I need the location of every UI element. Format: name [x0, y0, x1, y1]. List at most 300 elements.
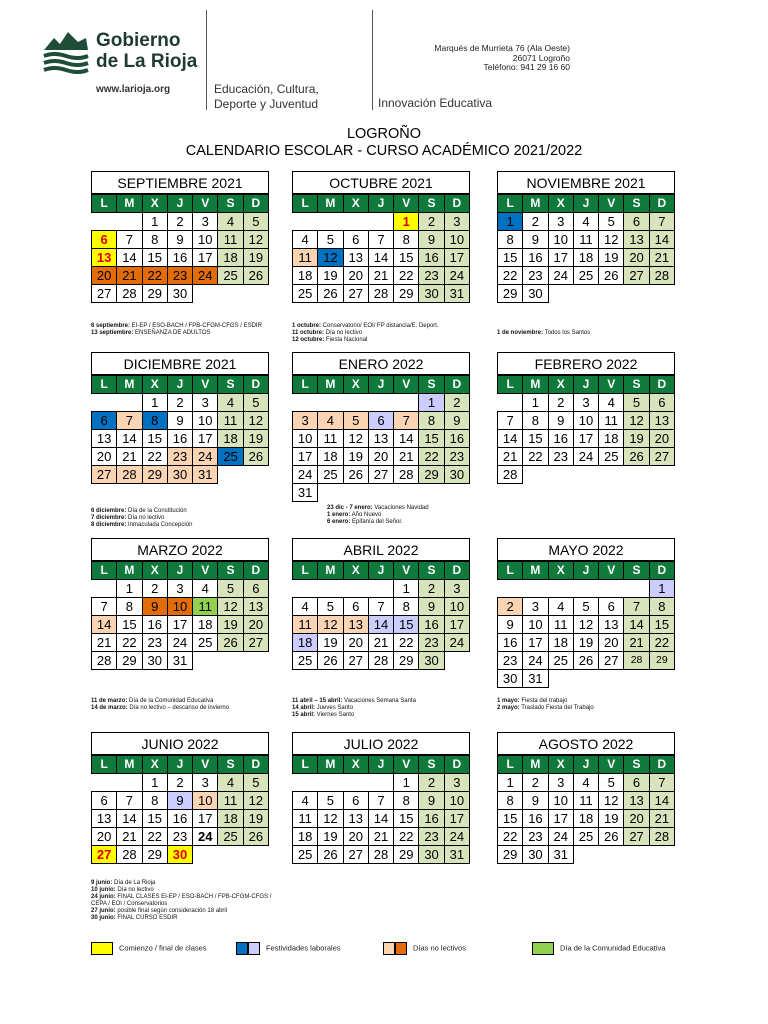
day-cell: 5 — [599, 774, 624, 792]
weekday-header-row — [498, 756, 675, 774]
day-cell: 6 — [624, 213, 649, 231]
day-cell: 17 — [167, 616, 192, 634]
day-cell: 30 — [167, 846, 192, 864]
weekday-header: L — [92, 562, 117, 580]
weekday-header: S — [419, 376, 444, 394]
day-cell: 23 — [419, 267, 444, 285]
day-cell: 28 — [394, 466, 419, 484]
month-calendar — [292, 538, 470, 670]
weekday-header: S — [218, 376, 243, 394]
day-cell: 28 — [368, 285, 393, 303]
day-cell: 13 — [92, 810, 117, 828]
day-cell: 4 — [218, 774, 243, 792]
day-cell: 24 — [523, 652, 548, 670]
day-cell: 15 — [142, 430, 167, 448]
day-cell: 29 — [498, 285, 523, 303]
day-cell: 9 — [419, 792, 444, 810]
calendar-title: CALENDARIO ESCOLAR - CURSO ACADÉMICO 2021/2022 — [185, 143, 583, 159]
weekday-header: J — [573, 376, 598, 394]
day-cell: 13 — [343, 249, 368, 267]
note-line: 7 diciembre: Día no lectivo — [91, 515, 165, 521]
empty-cell — [117, 213, 142, 231]
legend-item — [236, 942, 341, 955]
month-notes — [292, 323, 482, 344]
empty-cell — [343, 394, 368, 412]
weekday-header: J — [368, 756, 393, 774]
month-calendar — [292, 171, 470, 303]
day-cell: 2 — [548, 394, 573, 412]
month-grid — [497, 755, 675, 864]
month-calendar — [91, 732, 269, 864]
day-cell: 2 — [419, 774, 444, 792]
note-line: 1 de noviembre: Todos los Santos — [497, 330, 591, 336]
day-cell: 28 — [117, 285, 142, 303]
empty-cell — [649, 846, 674, 864]
day-cell: 4 — [293, 231, 318, 249]
day-cell: 25 — [293, 652, 318, 670]
day-cell: 8 — [394, 598, 419, 616]
day-cell: 28 — [498, 466, 523, 484]
month-grid — [292, 375, 470, 502]
day-cell: 11 — [573, 792, 598, 810]
month-grid — [91, 375, 269, 484]
day-cell: 26 — [243, 448, 268, 466]
weekday-header: S — [624, 376, 649, 394]
empty-cell — [624, 285, 649, 303]
empty-cell — [293, 213, 318, 231]
day-cell: 27 — [343, 846, 368, 864]
day-cell: 11 — [573, 231, 598, 249]
day-cell: 10 — [444, 598, 469, 616]
empty-cell — [218, 846, 243, 864]
empty-cell — [293, 580, 318, 598]
week-row — [498, 792, 675, 810]
week-row — [498, 652, 675, 670]
day-cell: 20 — [343, 267, 368, 285]
day-cell: 26 — [624, 448, 649, 466]
week-row — [293, 466, 470, 484]
weekday-header-row — [293, 376, 470, 394]
day-cell: 16 — [167, 810, 192, 828]
day-cell: 25 — [218, 828, 243, 846]
empty-cell — [368, 484, 393, 502]
empty-cell — [368, 774, 393, 792]
city-title: LOGROÑO — [346, 126, 422, 142]
gobierno-rioja-logo-icon — [42, 28, 90, 74]
month-grid — [497, 194, 675, 303]
legend-item — [532, 942, 665, 955]
day-cell: 19 — [243, 249, 268, 267]
week-row — [92, 598, 269, 616]
empty-cell — [624, 580, 649, 598]
empty-cell — [218, 466, 243, 484]
day-cell: 10 — [548, 792, 573, 810]
week-row — [92, 249, 269, 267]
day-cell: 13 — [92, 430, 117, 448]
empty-cell — [193, 652, 218, 670]
day-cell: 1 — [498, 213, 523, 231]
month-notes — [91, 508, 281, 529]
day-cell: 16 — [167, 430, 192, 448]
day-cell: 20 — [92, 448, 117, 466]
empty-cell — [599, 285, 624, 303]
weekday-header: S — [419, 562, 444, 580]
day-cell: 20 — [624, 810, 649, 828]
day-cell: 11 — [218, 412, 243, 430]
empty-cell — [444, 652, 469, 670]
weekday-header: M — [523, 376, 548, 394]
weekday-header: J — [573, 756, 598, 774]
weekday-header: L — [498, 562, 523, 580]
day-cell: 30 — [419, 846, 444, 864]
website-link[interactable]: www.larioja.org — [96, 84, 171, 95]
weekday-header: L — [293, 562, 318, 580]
empty-cell — [599, 466, 624, 484]
day-cell: 12 — [243, 792, 268, 810]
empty-cell — [368, 394, 393, 412]
weekday-header: V — [599, 562, 624, 580]
weekday-header-row — [92, 376, 269, 394]
week-row — [92, 810, 269, 828]
innovation-label: Innovación Educativa — [378, 96, 493, 110]
weekday-header: V — [394, 562, 419, 580]
month-title: ABRIL 2022 — [292, 538, 470, 561]
day-cell: 1 — [142, 394, 167, 412]
day-cell: 22 — [394, 267, 419, 285]
day-cell: 19 — [318, 828, 343, 846]
weekday-header: X — [343, 195, 368, 213]
week-row — [92, 412, 269, 430]
week-row — [498, 448, 675, 466]
day-cell: 13 — [649, 412, 674, 430]
day-cell: 6 — [624, 774, 649, 792]
weekday-header: D — [444, 195, 469, 213]
day-cell: 13 — [243, 598, 268, 616]
empty-cell — [573, 670, 598, 688]
week-row — [293, 231, 470, 249]
day-cell: 7 — [117, 792, 142, 810]
day-cell: 24 — [548, 267, 573, 285]
day-cell: 18 — [548, 634, 573, 652]
day-cell: 10 — [444, 792, 469, 810]
day-cell: 14 — [117, 249, 142, 267]
month-grid — [497, 561, 675, 688]
note-line: 30 junio: FINAL CURSO ESDIR — [91, 915, 178, 921]
day-cell: 31 — [548, 846, 573, 864]
week-row — [92, 616, 269, 634]
day-cell: 13 — [599, 616, 624, 634]
day-cell: 23 — [523, 828, 548, 846]
day-cell: 22 — [394, 828, 419, 846]
weekday-header: V — [193, 376, 218, 394]
weekday-header: S — [218, 562, 243, 580]
day-cell: 9 — [167, 412, 192, 430]
day-cell: 30 — [444, 466, 469, 484]
day-cell: 11 — [293, 249, 318, 267]
week-row — [92, 448, 269, 466]
day-cell: 19 — [599, 249, 624, 267]
weekday-header: M — [318, 376, 343, 394]
day-cell: 1 — [394, 580, 419, 598]
empty-cell — [573, 466, 598, 484]
weekday-header-row — [293, 562, 470, 580]
empty-cell — [293, 394, 318, 412]
day-cell: 8 — [117, 598, 142, 616]
weekday-header: S — [624, 195, 649, 213]
weekday-header: S — [419, 756, 444, 774]
weekday-header: J — [167, 195, 192, 213]
day-cell: 5 — [218, 580, 243, 598]
day-cell: 29 — [394, 846, 419, 864]
weekday-header: M — [523, 756, 548, 774]
day-cell: 9 — [523, 792, 548, 810]
day-cell: 31 — [444, 846, 469, 864]
day-cell: 6 — [92, 231, 117, 249]
empty-cell — [92, 580, 117, 598]
day-cell: 18 — [293, 267, 318, 285]
day-cell: 3 — [444, 774, 469, 792]
day-cell: 25 — [573, 828, 598, 846]
day-cell: 7 — [649, 774, 674, 792]
day-cell: 21 — [117, 267, 142, 285]
weekday-header: V — [394, 756, 419, 774]
day-cell: 7 — [368, 231, 393, 249]
weekday-header: X — [142, 376, 167, 394]
week-row — [293, 484, 470, 502]
empty-cell — [498, 394, 523, 412]
day-cell: 30 — [419, 285, 444, 303]
day-cell: 6 — [343, 792, 368, 810]
day-cell: 23 — [167, 828, 192, 846]
day-cell: 18 — [193, 616, 218, 634]
weekday-header: D — [243, 195, 268, 213]
day-cell: 21 — [117, 448, 142, 466]
day-cell: 27 — [649, 448, 674, 466]
weekday-header: J — [167, 756, 192, 774]
day-cell: 22 — [419, 448, 444, 466]
week-row — [293, 213, 470, 231]
weekday-header: V — [193, 195, 218, 213]
weekday-header: J — [368, 562, 393, 580]
day-cell: 9 — [523, 231, 548, 249]
day-cell: 23 — [419, 828, 444, 846]
day-cell: 20 — [649, 430, 674, 448]
weekday-header: M — [318, 562, 343, 580]
week-row — [498, 430, 675, 448]
week-row — [498, 412, 675, 430]
day-cell: 30 — [167, 466, 192, 484]
note-line: 10 junio: Día no lectivo — [91, 887, 154, 893]
weekday-header: L — [293, 756, 318, 774]
note-line: 9 junio: Día de La Rioja — [91, 880, 156, 886]
day-cell: 10 — [444, 231, 469, 249]
weekday-header: X — [142, 562, 167, 580]
day-cell: 4 — [193, 580, 218, 598]
day-cell: 13 — [343, 810, 368, 828]
day-cell: 13 — [343, 616, 368, 634]
day-cell: 20 — [92, 828, 117, 846]
weekday-header: L — [92, 195, 117, 213]
address-line2: 26071 Logroño — [512, 52, 570, 63]
day-cell: 1 — [419, 394, 444, 412]
day-cell: 20 — [92, 267, 117, 285]
week-row — [498, 231, 675, 249]
day-cell: 23 — [548, 448, 573, 466]
month-title: FEBRERO 2022 — [497, 352, 675, 375]
day-cell: 15 — [523, 430, 548, 448]
empty-cell — [548, 466, 573, 484]
note-line: 24 junio: FINAL CLASES EI-EP / ESO-BACH / FPB-CFGM-CFGS / CEPA / EOI / Conservatorios — [91, 894, 272, 907]
weekday-header: S — [419, 195, 444, 213]
day-cell: 15 — [649, 616, 674, 634]
day-cell: 28 — [368, 846, 393, 864]
week-row — [293, 652, 470, 670]
month-notes — [327, 505, 517, 526]
day-cell: 31 — [167, 652, 192, 670]
day-cell: 11 — [193, 598, 218, 616]
week-row — [498, 466, 675, 484]
week-row — [498, 580, 675, 598]
day-cell: 28 — [117, 466, 142, 484]
day-cell: 14 — [368, 616, 393, 634]
day-cell: 15 — [394, 810, 419, 828]
day-cell: 13 — [624, 231, 649, 249]
legend-swatch — [395, 942, 407, 955]
day-cell: 8 — [394, 231, 419, 249]
day-cell: 7 — [498, 412, 523, 430]
week-row — [293, 285, 470, 303]
day-cell: 25 — [293, 846, 318, 864]
day-cell: 17 — [193, 430, 218, 448]
weekday-header: X — [548, 756, 573, 774]
day-cell: 9 — [142, 598, 167, 616]
day-cell: 26 — [573, 652, 598, 670]
day-cell: 16 — [419, 249, 444, 267]
day-cell: 5 — [318, 792, 343, 810]
note-line: 23 dic - 7 enero: Vacaciones Navidad — [327, 505, 429, 511]
week-row — [293, 394, 470, 412]
day-cell: 11 — [293, 810, 318, 828]
day-cell: 10 — [293, 430, 318, 448]
day-cell: 15 — [142, 810, 167, 828]
month-title: OCTUBRE 2021 — [292, 171, 470, 194]
day-cell: 17 — [444, 810, 469, 828]
month-notes — [497, 698, 687, 712]
day-cell: 18 — [218, 430, 243, 448]
day-cell: 28 — [649, 267, 674, 285]
note-line: 14 de marzo: Día no lectivo – descanso de invierno — [91, 705, 230, 711]
day-cell: 27 — [624, 267, 649, 285]
day-cell: 2 — [419, 580, 444, 598]
day-cell: 18 — [293, 634, 318, 652]
legend-label: Festividades laborales — [266, 943, 341, 953]
day-cell: 29 — [142, 846, 167, 864]
empty-cell — [548, 285, 573, 303]
note-line: 11 de marzo: Día de la Comunidad Educativa — [91, 698, 214, 704]
weekday-header: L — [293, 376, 318, 394]
weekday-header: X — [142, 756, 167, 774]
day-cell: 13 — [92, 249, 117, 267]
month-calendar — [91, 352, 269, 484]
weekday-header: D — [444, 756, 469, 774]
note-line: 11 abril – 15 abril: Vacaciones Semana Santa — [292, 698, 416, 704]
day-cell: 7 — [117, 231, 142, 249]
day-cell: 29 — [649, 652, 674, 670]
day-cell: 6 — [243, 580, 268, 598]
empty-cell — [218, 285, 243, 303]
divider — [372, 10, 373, 110]
day-cell: 8 — [394, 792, 419, 810]
day-cell: 27 — [343, 285, 368, 303]
month-calendar — [497, 352, 675, 484]
logo-line1: Gobierno — [96, 30, 181, 51]
day-cell: 18 — [218, 249, 243, 267]
note-line: 6 enero: Epifanía del Señor. — [327, 519, 403, 525]
day-cell: 22 — [142, 448, 167, 466]
day-cell: 29 — [498, 846, 523, 864]
day-cell: 2 — [498, 598, 523, 616]
week-row — [293, 249, 470, 267]
day-cell: 24 — [193, 828, 218, 846]
month-grid — [91, 194, 269, 303]
weekday-header-row — [92, 756, 269, 774]
weekday-header: M — [318, 195, 343, 213]
day-cell: 4 — [218, 394, 243, 412]
day-cell: 14 — [117, 810, 142, 828]
empty-cell — [573, 580, 598, 598]
day-cell: 24 — [444, 828, 469, 846]
day-cell: 22 — [649, 634, 674, 652]
day-cell: 30 — [167, 285, 192, 303]
week-row — [92, 430, 269, 448]
day-cell: 21 — [649, 810, 674, 828]
month-notes — [292, 698, 482, 719]
weekday-header: D — [243, 562, 268, 580]
month-title: ENERO 2022 — [292, 352, 470, 375]
weekday-header: X — [548, 562, 573, 580]
weekday-header: V — [394, 195, 419, 213]
empty-cell — [624, 670, 649, 688]
day-cell: 21 — [624, 634, 649, 652]
day-cell: 2 — [444, 394, 469, 412]
month-calendar — [497, 538, 675, 688]
day-cell: 27 — [243, 634, 268, 652]
day-cell: 7 — [624, 598, 649, 616]
day-cell: 18 — [599, 430, 624, 448]
day-cell: 20 — [599, 634, 624, 652]
weekday-header: D — [444, 562, 469, 580]
empty-cell — [243, 652, 268, 670]
month-notes — [91, 698, 281, 712]
day-cell: 25 — [218, 267, 243, 285]
day-cell: 5 — [599, 213, 624, 231]
day-cell: 7 — [368, 792, 393, 810]
day-cell: 17 — [293, 448, 318, 466]
weekday-header: L — [92, 376, 117, 394]
day-cell: 21 — [498, 448, 523, 466]
empty-cell — [117, 394, 142, 412]
month-grid — [292, 194, 470, 303]
month-notes — [91, 323, 281, 337]
address-line1: Marqués de Murrieta 76 (Ala Oeste) — [434, 43, 570, 53]
weekday-header: X — [343, 756, 368, 774]
week-row — [92, 231, 269, 249]
day-cell: 9 — [167, 231, 192, 249]
day-cell: 9 — [419, 231, 444, 249]
day-cell: 4 — [218, 213, 243, 231]
weekday-header: D — [649, 562, 674, 580]
day-cell: 25 — [218, 448, 243, 466]
